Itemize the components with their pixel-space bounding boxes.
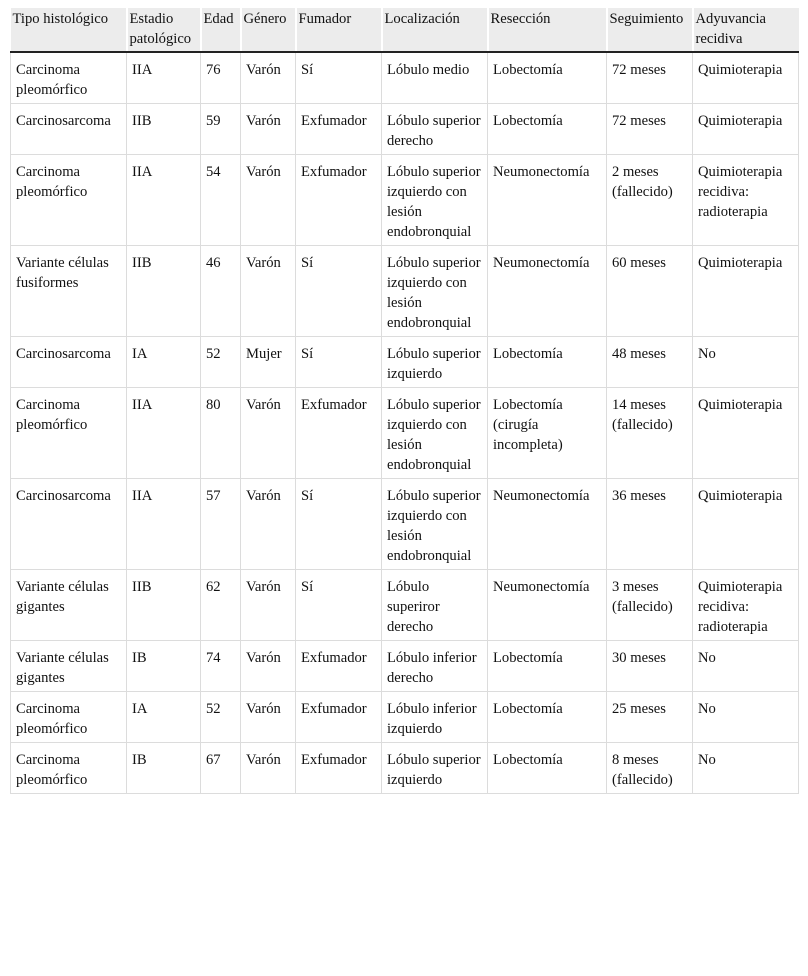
cell-genero: Varón [241,692,296,743]
cell-adyuvancia: Quimioterapia [693,479,799,570]
cell-fumador: Exfumador [296,743,382,794]
cell-edad: 57 [201,479,241,570]
cell-edad: 52 [201,692,241,743]
cell-tipo-histologico: Variante células gigantes [11,641,127,692]
table-row [11,104,799,155]
cell-tipo-histologico: Carcinosarcoma [11,337,127,388]
cell-tipo-histologico: Carcinoma pleomórfico [11,743,127,794]
table-row [11,479,799,570]
cell-tipo-histologico: Carcinoma pleomórfico [11,388,127,479]
cell-seguimiento: 25 meses [607,692,693,743]
cell-reseccion: Lobectomía [488,104,607,155]
cell-estadio: IIA [127,388,201,479]
cell-reseccion: Neumonectomía [488,570,607,641]
cell-edad: 80 [201,388,241,479]
cell-estadio: IIA [127,52,201,104]
cell-reseccion: Neumonectomía [488,246,607,337]
cell-reseccion: Neumonectomía [488,155,607,246]
cell-tipo-histologico: Variante células gigantes [11,570,127,641]
cell-localizacion: Lóbulo medio [382,52,488,104]
cell-fumador: Sí [296,570,382,641]
cell-localizacion: Lóbulo superior izquierdo [382,743,488,794]
cell-localizacion: Lóbulo inferior derecho [382,641,488,692]
table-row [11,388,799,479]
cell-genero: Mujer [241,337,296,388]
cell-reseccion: Lobectomía [488,52,607,104]
cell-fumador: Sí [296,479,382,570]
cell-estadio: IIB [127,104,201,155]
cell-estadio: IIB [127,246,201,337]
cell-genero: Varón [241,743,296,794]
cell-adyuvancia: Quimioterapia [693,246,799,337]
header-fumador: Fumador [296,8,382,52]
cell-adyuvancia: No [693,743,799,794]
cell-genero: Varón [241,155,296,246]
cell-estadio: IIA [127,155,201,246]
cell-fumador: Exfumador [296,388,382,479]
cell-tipo-histologico: Carcinoma pleomórfico [11,52,127,104]
table-row [11,570,799,641]
cell-edad: 54 [201,155,241,246]
cell-genero: Varón [241,570,296,641]
header-reseccion: Resección [488,8,607,52]
cell-localizacion: Lóbulo superior izquierdo con lesión endobronquial [382,155,488,246]
cell-localizacion: Lóbulo superior derecho [382,104,488,155]
cell-seguimiento: 72 meses [607,52,693,104]
cell-reseccion: Lobectomía [488,692,607,743]
cell-adyuvancia: No [693,641,799,692]
table-row [11,692,799,743]
cell-estadio: IIB [127,570,201,641]
cell-tipo-histologico: Carcinosarcoma [11,479,127,570]
cell-estadio: IB [127,641,201,692]
cell-seguimiento: 14 meses (fallecido) [607,388,693,479]
cell-edad: 62 [201,570,241,641]
cell-reseccion: Lobectomía [488,641,607,692]
cell-edad: 52 [201,337,241,388]
cell-genero: Varón [241,246,296,337]
cell-estadio: IA [127,692,201,743]
table-row [11,155,799,246]
cell-adyuvancia: No [693,692,799,743]
cell-seguimiento: 36 meses [607,479,693,570]
cell-adyuvancia: No [693,337,799,388]
cell-edad: 67 [201,743,241,794]
cell-reseccion: Lobectomía (cirugía incompleta) [488,388,607,479]
cell-seguimiento: 3 meses (fallecido) [607,570,693,641]
cell-reseccion: Neumonectomía [488,479,607,570]
cell-estadio: IIA [127,479,201,570]
header-localizacion: Localización [382,8,488,52]
header-edad: Edad [201,8,241,52]
cell-tipo-histologico: Carcinoma pleomórfico [11,692,127,743]
cell-estadio: IB [127,743,201,794]
cell-adyuvancia: Quimioterapia [693,388,799,479]
cell-seguimiento: 72 meses [607,104,693,155]
cell-fumador: Sí [296,246,382,337]
cell-tipo-histologico: Variante células fusiformes [11,246,127,337]
cell-localizacion: Lóbulo superior izquierdo con lesión endobronquial [382,388,488,479]
header-adyuvancia-recidiva: Adyuvancia recidiva [693,8,799,52]
cell-edad: 59 [201,104,241,155]
cell-localizacion: Lóbulo superiror derecho [382,570,488,641]
cell-reseccion: Lobectomía [488,743,607,794]
header-row [11,8,799,52]
cell-adyuvancia: Quimioterapia [693,104,799,155]
header-tipo-histologico: Tipo histológico [11,8,127,52]
cell-localizacion: Lóbulo superior izquierdo con lesión endobronquial [382,479,488,570]
cell-edad: 46 [201,246,241,337]
clinical-cases-table [10,8,799,794]
cell-estadio: IA [127,337,201,388]
cell-genero: Varón [241,52,296,104]
cell-genero: Varón [241,104,296,155]
cell-edad: 76 [201,52,241,104]
cell-fumador: Exfumador [296,692,382,743]
header-seguimiento: Seguimiento [607,8,693,52]
cell-seguimiento: 60 meses [607,246,693,337]
cell-tipo-histologico: Carcinoma pleomórfico [11,155,127,246]
header-genero: Género [241,8,296,52]
cell-fumador: Exfumador [296,155,382,246]
header-estadio-patologico: Estadio patológico [127,8,201,52]
cell-genero: Varón [241,479,296,570]
cell-genero: Varón [241,641,296,692]
cell-localizacion: Lóbulo superior izquierdo [382,337,488,388]
table-row [11,52,799,104]
cell-adyuvancia: Quimioterapia recidiva: radioterapia [693,570,799,641]
table-row [11,641,799,692]
cell-fumador: Exfumador [296,104,382,155]
cell-fumador: Exfumador [296,641,382,692]
cell-fumador: Sí [296,337,382,388]
cell-adyuvancia: Quimioterapia recidiva: radioterapia [693,155,799,246]
table-body [11,52,799,794]
cell-reseccion: Lobectomía [488,337,607,388]
cell-adyuvancia: Quimioterapia [693,52,799,104]
cell-localizacion: Lóbulo superior izquierdo con lesión endobronquial [382,246,488,337]
table-row [11,743,799,794]
cell-tipo-histologico: Carcinosarcoma [11,104,127,155]
cell-fumador: Sí [296,52,382,104]
cell-edad: 74 [201,641,241,692]
cell-seguimiento: 8 meses (fallecido) [607,743,693,794]
cell-seguimiento: 48 meses [607,337,693,388]
cell-localizacion: Lóbulo inferior izquierdo [382,692,488,743]
table-row [11,337,799,388]
table-header [11,8,799,52]
cell-genero: Varón [241,388,296,479]
table-row [11,246,799,337]
cell-seguimiento: 30 meses [607,641,693,692]
cell-seguimiento: 2 meses (fallecido) [607,155,693,246]
